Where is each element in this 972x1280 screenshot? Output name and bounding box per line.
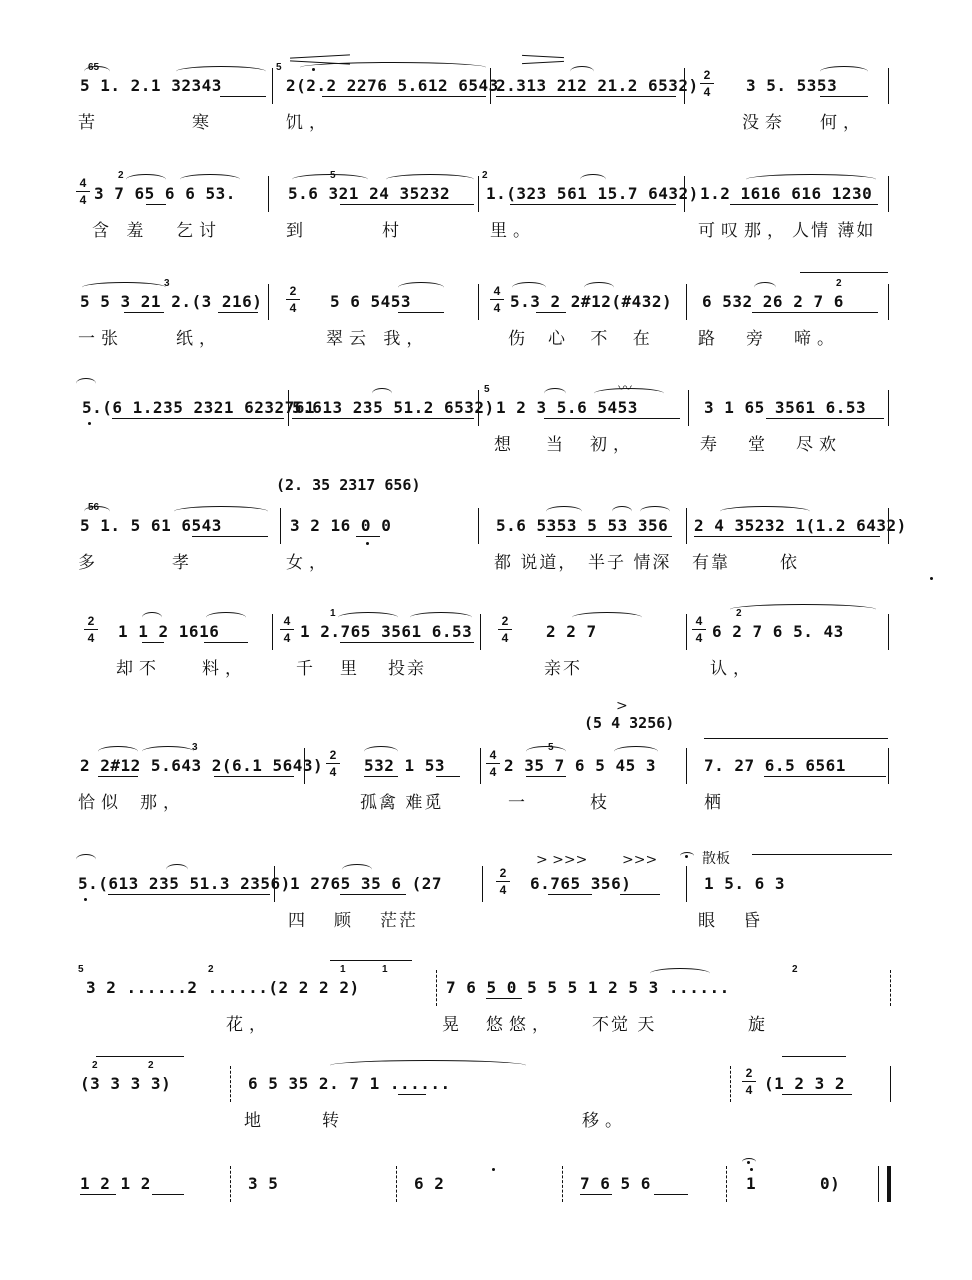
notation-line (0, 170, 972, 214)
notation-segment: 1 1 2 1616 (118, 622, 220, 641)
notation-segment: 3 5 (248, 1174, 279, 1193)
time-sig-denominator: 4 (283, 631, 291, 645)
underline-beat (356, 536, 380, 537)
grace-note: 1 (340, 964, 346, 975)
grace-note: 3 (164, 278, 170, 289)
dashed-barline (730, 1066, 731, 1102)
barline (304, 748, 305, 784)
notation-segment: 5.6 321 24 35232 (288, 184, 451, 203)
grace-note: 5 (78, 964, 84, 975)
lyric: 晃 (442, 1015, 465, 1035)
lyric: 伤 (508, 329, 531, 349)
underline-beat (820, 96, 868, 97)
score-system-1 (0, 62, 972, 182)
notation-segment: 2 4 35232 1(1.2 6432) (694, 516, 907, 535)
barline (888, 614, 889, 650)
time-signature (490, 284, 504, 315)
underline-beat (752, 312, 878, 313)
notation-segment: 6 532 26 2 7 6 (702, 292, 844, 311)
notation-segment: 1 2 1 2 (80, 1174, 151, 1193)
underline-beat (620, 894, 660, 895)
tempo-marking: 散板 (702, 851, 730, 867)
lyric-line (0, 1102, 972, 1130)
time-signature (742, 1066, 756, 1097)
notation-line (0, 502, 972, 546)
time-sig-denominator: 4 (493, 301, 501, 315)
lyric: 可叹那， (698, 221, 790, 241)
barline (888, 176, 889, 212)
notation-line (0, 381, 972, 428)
dashed-barline (396, 1166, 397, 1202)
grace-note: 5 (484, 384, 490, 395)
barline (890, 1066, 891, 1102)
accent-mark: > (616, 698, 628, 714)
lyric: 认， (710, 659, 756, 679)
lyric: 乞讨 (176, 221, 222, 241)
underline-beat (292, 418, 474, 419)
lyric: 孤禽 难觅 (360, 793, 444, 813)
decrescendo-mark (522, 61, 564, 64)
decrescendo-mark (522, 55, 564, 58)
slur (730, 604, 876, 615)
octave-dot (84, 898, 87, 901)
lyric: 何， (820, 113, 866, 133)
notation-segment: 5.6 5353 5 53 356 (496, 516, 669, 535)
octave-dot (312, 68, 315, 71)
barline (280, 508, 281, 544)
time-sig-denominator: 4 (489, 765, 497, 779)
underline-beat (340, 894, 406, 895)
lyric: 多 (78, 553, 101, 573)
final-barline (878, 1166, 891, 1202)
barline (272, 614, 273, 650)
barline (480, 748, 481, 784)
underline-beat (204, 642, 248, 643)
tie-line (752, 854, 892, 855)
underline-beat (214, 776, 294, 777)
underline-beat (526, 776, 566, 777)
lyric: 投亲 (388, 659, 426, 679)
lyric-line (0, 902, 972, 930)
grace-note: 2 (836, 278, 842, 289)
grace-note: 1 (382, 964, 388, 975)
lyric: 都 说道， (494, 553, 578, 573)
notation-segment: 3 2 ......2 ......(2 2 2 2) (86, 978, 360, 997)
lyric: 旁 (746, 329, 769, 349)
underline-beat (436, 776, 460, 777)
notation-segment: 2 2 7 (546, 622, 597, 641)
accent-mark: > >>> (536, 852, 588, 868)
grace-note: 5 (548, 742, 554, 753)
time-sig-denominator: 4 (501, 631, 509, 645)
octave-dot (88, 422, 91, 425)
barline (480, 614, 481, 650)
notation-segment: 5 1. 2.1 32343 (80, 76, 222, 95)
barline (686, 284, 687, 320)
dashed-barline (562, 1166, 563, 1202)
time-signature (286, 284, 300, 315)
interlude-notation: (2. 35 2317 656) (276, 476, 421, 494)
barline (490, 68, 491, 104)
lyric: 地 (244, 1111, 267, 1131)
bracket-line (782, 1056, 846, 1057)
time-signature (486, 748, 500, 779)
lyric: 寿 (700, 435, 723, 455)
underline-beat (536, 312, 566, 313)
octave-dot (750, 1168, 753, 1171)
notation-segment: 6 5 35 2. 7 1 ...... (248, 1074, 451, 1093)
notation-segment: 1 2 3 5.6 5453 (496, 398, 638, 417)
underline-beat (730, 204, 878, 205)
underline-beat (398, 312, 444, 313)
lyric: 那， (140, 793, 186, 813)
lyric: 含 羞 (92, 221, 150, 241)
lyric: 堂 (748, 435, 771, 455)
crescendo-mark (290, 54, 350, 58)
lyric: 孝 (172, 553, 195, 573)
notation-segment: 6.765 356) (530, 874, 632, 893)
lyric-line (0, 784, 972, 812)
time-signature (280, 614, 294, 645)
lyric: 初， (590, 435, 636, 455)
notation-segment: 2.313 212 21.2 6532) (496, 76, 699, 95)
dashed-barline (230, 1066, 231, 1102)
lyric: 啼。 (794, 329, 840, 349)
time-sig-denominator: 4 (87, 631, 95, 645)
time-sig-numerator: 2 (703, 68, 711, 82)
barline (478, 176, 479, 212)
notation-segment: 7 6 5 6 (580, 1174, 651, 1193)
fermata-icon (680, 852, 694, 860)
accent-mark: >>> (622, 852, 658, 868)
score-system-3 (0, 278, 972, 398)
lyric: 寒 (192, 113, 215, 133)
underline-beat (152, 1194, 184, 1195)
lyric: 路 (698, 329, 721, 349)
lyric: 栖 (704, 793, 727, 813)
time-signature (692, 614, 706, 645)
lyric: 料， (202, 659, 248, 679)
barline (268, 284, 269, 320)
tie-line (704, 738, 888, 739)
slur (300, 62, 486, 73)
lyric: 饥， (286, 113, 332, 133)
notation-segment: 5.(613 235 51.3 2356) (78, 874, 291, 893)
barline (688, 390, 689, 426)
notation-segment: 3 7 65 6 6 53. (94, 184, 236, 203)
underline-beat (220, 96, 266, 97)
notation-segment: 5.613 235 51.2 6532) (292, 398, 495, 417)
barline (482, 866, 483, 902)
notation-line (0, 860, 972, 904)
underline-beat (112, 418, 284, 419)
lyric: 花， (226, 1015, 272, 1035)
lyric: 半子 情深 (588, 553, 672, 573)
lyric: 不觉 天 (592, 1015, 657, 1035)
time-signature (326, 748, 340, 779)
score-system-8 (0, 851, 972, 980)
lyric-line (0, 544, 972, 572)
underline-beat (192, 536, 268, 537)
lyric: 四 (288, 911, 311, 931)
notation-segment: 7 6 5 0 5 5 5 1 2 5 3 ...... (446, 978, 730, 997)
notation-segment: 5.3 2 2#12(#432) (510, 292, 673, 311)
time-sig-numerator: 4 (79, 176, 87, 190)
notation-segment: 1.2 1616 616 1230 (700, 184, 873, 203)
notation-segment: 2 2#12 5.643 2(6.1 5643) (80, 756, 324, 775)
score-system-4 (0, 381, 972, 504)
grace-note: 2 (736, 608, 742, 619)
lyric: 千 (296, 659, 319, 679)
dashed-barline (436, 970, 437, 1006)
underline-beat (654, 1194, 688, 1195)
notation-segment: 1.(323 561 15.7 6432) (486, 184, 699, 203)
notation-segment: 1 2.765 3561 6.53 (300, 622, 473, 641)
time-sig-numerator: 2 (745, 1066, 753, 1080)
notation-segment: 1 2765 35 6 (27 (290, 874, 442, 893)
barline (888, 508, 889, 544)
grace-note: 2 (118, 170, 124, 181)
underline-beat (146, 204, 166, 205)
lyric: 转 (322, 1111, 345, 1131)
lyric: 想 (494, 435, 517, 455)
barline (888, 284, 889, 320)
underline-beat (766, 418, 884, 419)
time-sig-numerator: 4 (695, 614, 703, 628)
underline-beat (546, 536, 672, 537)
lyric: 心 不 在 (548, 329, 660, 349)
time-sig-numerator: 2 (329, 748, 337, 762)
time-sig-denominator: 4 (703, 85, 711, 99)
underline-beat (782, 1094, 852, 1095)
grace-note: 65 (88, 62, 100, 73)
time-sig-numerator: 2 (501, 614, 509, 628)
barline (268, 176, 269, 212)
lyric-line (0, 104, 972, 132)
lyric: 苦 (78, 113, 101, 133)
barline (686, 508, 687, 544)
time-sig-denominator: 4 (695, 631, 703, 645)
notation-line (0, 1160, 972, 1204)
barline (478, 390, 479, 426)
slur (76, 854, 96, 865)
notation-segment: 7. 27 6.5 6561 (704, 756, 846, 775)
grace-note: 3 (192, 742, 198, 753)
dashed-barline (726, 1166, 727, 1202)
dashed-barline (230, 1166, 231, 1202)
lyric: 依 (780, 553, 803, 573)
underline-beat (764, 776, 886, 777)
time-sig-numerator: 2 (87, 614, 95, 628)
lyric: 没奈 (742, 113, 788, 133)
grace-note: 2 (208, 964, 214, 975)
bracket-line (96, 1056, 184, 1057)
time-signature (496, 866, 510, 897)
time-sig-numerator: 2 (289, 284, 297, 298)
notation-segment: 1 5. 6 3 (704, 874, 786, 893)
lyric: 翠云 我， (326, 329, 430, 349)
notation-segment: 3 2 16 0 0 (290, 516, 392, 535)
lyric: 一张 (78, 329, 124, 349)
underline-beat (80, 1194, 116, 1195)
notation-segment: 3 5. 5353 (746, 76, 838, 95)
time-signature (76, 176, 90, 207)
slur (176, 66, 266, 77)
underline-beat (142, 642, 164, 643)
lyric: 里。 (490, 221, 536, 241)
time-sig-denominator: 4 (499, 883, 507, 897)
lyric-line (0, 320, 972, 348)
barline (686, 866, 687, 902)
lyric: 移。 (582, 1111, 628, 1131)
barline (274, 866, 275, 902)
notation-line (0, 62, 972, 106)
time-signature (498, 614, 512, 645)
notation-segment: (1 2 3 2 (764, 1074, 846, 1093)
slur (76, 378, 96, 389)
barline (888, 390, 889, 426)
time-sig-denominator: 4 (745, 1083, 753, 1097)
barline (478, 508, 479, 544)
lyric: 却不 (116, 659, 162, 679)
lyric-line (0, 212, 972, 240)
grace-note: 56 (88, 502, 100, 513)
score-system-7 (0, 698, 972, 862)
underline-beat (486, 998, 522, 999)
notation-line (0, 964, 972, 1008)
lyric: 亲不 (544, 659, 582, 679)
underline-beat (218, 312, 258, 313)
lyric: 纸， (176, 329, 222, 349)
underline-beat (398, 1094, 426, 1095)
underline-beat (364, 776, 398, 777)
grace-note: 1 (330, 608, 336, 619)
lyric-line (0, 426, 972, 454)
notation-segment: 2 35 7 6 5 45 3 (504, 756, 656, 775)
time-sig-numerator: 4 (489, 748, 497, 762)
underline-beat (340, 204, 474, 205)
lyric: 里 (340, 659, 363, 679)
underline-beat (544, 418, 680, 419)
time-sig-denominator: 4 (289, 301, 297, 315)
lyric: 村 (382, 221, 405, 241)
notation-segment: 5.(6 1.235 2321 6232761 (82, 398, 316, 417)
barline (684, 68, 685, 104)
underline-beat (548, 894, 592, 895)
underline-beat (580, 1194, 612, 1195)
score-system-6 (0, 608, 972, 728)
lyric: 一 (508, 793, 531, 813)
time-signature (700, 68, 714, 99)
fermata-icon (742, 1158, 756, 1166)
slur (330, 1060, 526, 1071)
underline-beat (694, 536, 880, 537)
time-sig-numerator: 2 (499, 866, 507, 880)
octave-dot (492, 1168, 495, 1171)
lyric: 顾 (334, 911, 357, 931)
notation-line (0, 608, 972, 652)
barline (888, 748, 889, 784)
grace-note: 2 (148, 1060, 154, 1071)
lyric: 尽欢 (796, 435, 842, 455)
underline-beat (322, 96, 486, 97)
notation-segment: 532 1 53 (364, 756, 446, 775)
underline-beat (98, 776, 138, 777)
dashed-barline (890, 970, 891, 1006)
underline-beat (510, 204, 676, 205)
lyric: 旋 (748, 1015, 771, 1035)
notation-segment: 2(2.2 2276 5.612 6543 (286, 76, 499, 95)
lyric-line (0, 650, 972, 678)
lyric-line (0, 1006, 972, 1034)
barline (684, 176, 685, 212)
lyric: 人情 薄如 (792, 221, 876, 241)
barline (288, 390, 289, 426)
lyric: 有靠 (692, 553, 730, 573)
time-signature (84, 614, 98, 645)
lyric: 当 (546, 435, 569, 455)
notation-segment: 6 2 7 6 5. 43 (712, 622, 844, 641)
lyric: 到 (286, 221, 309, 241)
underline-beat (124, 312, 164, 313)
mordent-mark: 〰 (618, 381, 632, 397)
notation-segment: 6 2 (414, 1174, 445, 1193)
notation-line (0, 742, 972, 786)
notation-segment: 3 1 65 3561 6.53 (704, 398, 867, 417)
lyric: 眼昏 (698, 911, 788, 931)
barline (686, 748, 687, 784)
lyric: 女， (286, 553, 332, 573)
barline (888, 68, 889, 104)
barline (478, 284, 479, 320)
time-sig-denominator: 4 (329, 765, 337, 779)
grace-note: 2 (482, 170, 488, 181)
barline (686, 614, 687, 650)
tie-line (800, 272, 888, 273)
grace-note: 5 (276, 62, 282, 73)
barline (272, 68, 273, 104)
notation-line (0, 1060, 972, 1104)
notation-segment: 0) (820, 1174, 841, 1193)
underline-beat (108, 894, 270, 895)
slur (174, 506, 268, 517)
time-sig-numerator: 4 (283, 614, 291, 628)
grace-note: 2 (92, 1060, 98, 1071)
notation-segment: 5 5 3 21 2.(3 216) (80, 292, 263, 311)
lyric: 茫茫 (380, 911, 418, 931)
grace-note: 2 (792, 964, 798, 975)
notation-segment: (3 3 3 3) (80, 1074, 172, 1093)
lyric: 悠悠， (486, 1015, 555, 1035)
notation-segment: 5 1. 5 61 6543 (80, 516, 222, 535)
underline-beat (496, 96, 676, 97)
lyric: 枝 (590, 793, 613, 813)
notation-line (0, 278, 972, 322)
grace-note: 5 (330, 170, 336, 181)
notation-segment: 1 (746, 1174, 757, 1193)
lyric: 恰似 (78, 793, 124, 813)
bracket-line (330, 960, 412, 961)
time-sig-denominator: 4 (79, 193, 87, 207)
notation-segment: 5 6 5453 (330, 292, 412, 311)
score-system-11 (0, 1160, 972, 1280)
stray-ink-dot (930, 577, 933, 580)
time-sig-numerator: 4 (493, 284, 501, 298)
underline-beat (340, 642, 474, 643)
interlude-notation: (5 4 3256) (584, 714, 675, 732)
